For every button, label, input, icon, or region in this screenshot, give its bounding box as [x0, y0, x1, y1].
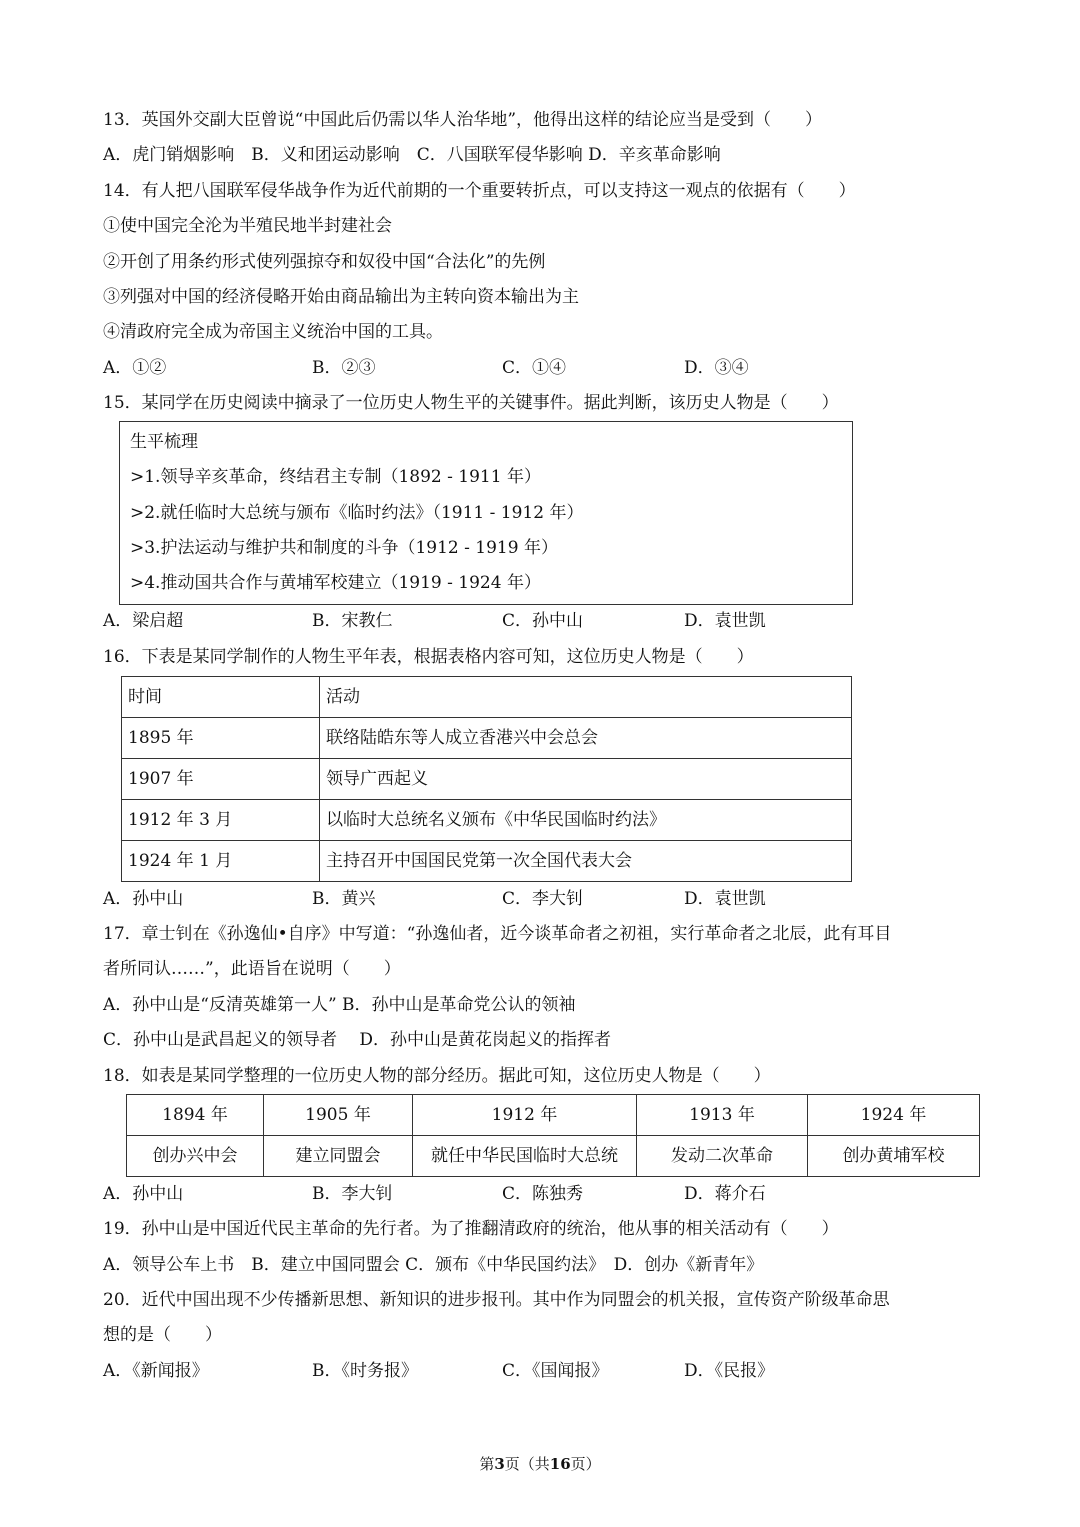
- q16-option-c: C．李大钊: [502, 889, 584, 909]
- table-row: [122, 800, 852, 841]
- q17-stem-cont: 者所同认……”，此语旨在说明（ ）: [103, 959, 401, 979]
- q20-option-d: D．《民报》: [684, 1361, 775, 1381]
- q13-options: A．虎门销烟影响 B．义和团运动影响 C．八国联军侵华影响 D．辛亥革命影响: [103, 145, 721, 165]
- q14-item: ①使中国完全沦为半殖民地半封建社会: [103, 216, 392, 236]
- table-cell: 领导广西起义: [320, 759, 852, 800]
- table-cell: 发动二次革命: [637, 1136, 808, 1177]
- page-footer: [0, 1452, 1080, 1476]
- q14-option-c: C．①④: [502, 358, 567, 378]
- q18-option-b: B．李大钊: [312, 1184, 393, 1204]
- table-row: [122, 759, 852, 800]
- table-cell: 联络陆皓东等人成立香港兴中会总会: [320, 718, 852, 759]
- q14-item: ④清政府完全成为帝国主义统治中国的工具。: [103, 322, 443, 342]
- q20-stem: 20．近代中国出现不少传播新思想、新知识的进步报刊。其中作为同盟会的机关报，宣传资产阶级革命思: [103, 1290, 890, 1310]
- q14-stem: 14．有人把八国联军侵华战争作为近代前期的一个重要转折点，可以支持这一观点的依据有（ ）: [103, 181, 856, 201]
- table-cell: 1912 年 3 月: [122, 800, 320, 841]
- table-cell: 1894 年: [127, 1095, 264, 1136]
- table-cell: 1905 年: [264, 1095, 413, 1136]
- q15-box-title: 生平梳理: [130, 432, 198, 452]
- q19-options: A．领导公车上书 B．建立中国同盟会 C．颁布《中华民国约法》 D．创办《新青年》: [103, 1255, 764, 1275]
- table-row: [122, 677, 852, 718]
- table-cell: 1895 年: [122, 718, 320, 759]
- q14-item: ③列强对中国的经济侵略开始由商品输出为主转向资本输出为主: [103, 287, 579, 307]
- q20-option-c: C．《国闻报》: [502, 1361, 609, 1381]
- q15-option-b: B．宋教仁: [312, 611, 393, 631]
- total-pages: 16: [549, 1455, 571, 1473]
- q20-option-b: B．《时务报》: [312, 1361, 418, 1381]
- q14-item: ②开创了用条约形式使列强掠夺和奴役中国“合法化”的先例: [103, 252, 546, 272]
- table-cell: 以临时大总统名义颁布《中华民国临时约法》: [320, 800, 852, 841]
- table-cell: 建立同盟会: [264, 1136, 413, 1177]
- table-row: [122, 841, 852, 882]
- q15-box-line: >3.护法运动与维护共和制度的斗争（1912 - 1919 年）: [130, 538, 558, 558]
- q15-summary-box: [119, 421, 853, 605]
- q16-stem: 16．下表是某同学制作的人物生平年表，根据表格内容可知，这位历史人物是（ ）: [103, 647, 754, 667]
- q15-option-c: C．孙中山: [502, 611, 584, 631]
- footer-prefix: 第: [479, 1455, 495, 1473]
- q19-stem: 19．孙中山是中国近代民主革命的先行者。为了推翻清政府的统治，他从事的相关活动有（ ）: [103, 1219, 839, 1239]
- q17-stem: 17．章士钊在《孙逸仙•自序》中写道：“孙逸仙者，近今谈革命者之初祖，实行革命者之北辰，此有耳目: [103, 924, 892, 944]
- table-cell: 1907 年: [122, 759, 320, 800]
- table-row: [122, 718, 852, 759]
- table-cell: 1912 年: [413, 1095, 637, 1136]
- table-row: [127, 1136, 980, 1177]
- q18-option-c: C．陈独秀: [502, 1184, 584, 1204]
- q14-option-b: B．②③: [312, 358, 376, 378]
- q18-table: [126, 1094, 980, 1177]
- q16-option-b: B．黄兴: [312, 889, 376, 909]
- table-cell: 创办兴中会: [127, 1136, 264, 1177]
- footer-suffix: 页）: [570, 1455, 601, 1473]
- q15-option-d: D．袁世凯: [684, 611, 766, 631]
- page-number: 3: [494, 1455, 505, 1473]
- q20-stem-cont: 想的是（ ）: [103, 1325, 222, 1345]
- table-cell: 主持召开中国国民党第一次全国代表大会: [320, 841, 852, 882]
- q17-options-ab: A．孙中山是“反清英雄第一人” B．孙中山是革命党公认的领袖: [103, 995, 576, 1015]
- q17-options-cd: C．孙中山是武昌起义的领导者 D．孙中山是黄花岗起义的指挥者: [103, 1030, 612, 1050]
- table-cell: 就任中华民国临时大总统: [413, 1136, 637, 1177]
- q14-option-a: A．①②: [103, 358, 167, 378]
- table-header-cell: 时间: [122, 677, 320, 718]
- q15-box-line: >4.推动国共合作与黄埔军校建立（1919 - 1924 年）: [130, 573, 541, 593]
- q16-table: [121, 676, 852, 882]
- q15-box-line: >1.领导辛亥革命，终结君主专制（1892 - 1911 年）: [130, 467, 541, 487]
- q15-stem: 15．某同学在历史阅读中摘录了一位历史人物生平的关键事件。据此判断，该历史人物是（ ）: [103, 393, 839, 413]
- q18-option-a: A．孙中山: [103, 1184, 184, 1204]
- table-header-cell: 活动: [320, 677, 852, 718]
- table-cell: 1924 年: [808, 1095, 980, 1136]
- q16-option-a: A．孙中山: [103, 889, 184, 909]
- q13-stem: 13．英国外交副大臣曾说“中国此后仍需以华人治华地”，他得出这样的结论应当是受到（ ）: [103, 110, 823, 130]
- q16-option-d: D．袁世凯: [684, 889, 766, 909]
- q20-option-a: A．《新闻报》: [103, 1361, 209, 1381]
- table-cell: 1913 年: [637, 1095, 808, 1136]
- table-cell: 创办黄埔军校: [808, 1136, 980, 1177]
- q14-option-d: D．③④: [684, 358, 749, 378]
- table-cell: 1924 年 1 月: [122, 841, 320, 882]
- footer-mid: 页（共: [504, 1455, 550, 1473]
- q18-option-d: D．蒋介石: [684, 1184, 766, 1204]
- table-row: [127, 1095, 980, 1136]
- q15-box-line: >2.就任临时大总统与颁布《临时约法》（1911 - 1912 年）: [130, 503, 584, 523]
- q15-option-a: A．梁启超: [103, 611, 184, 631]
- q18-stem: 18．如表是某同学整理的一位历史人物的部分经历。据此可知，这位历史人物是（ ）: [103, 1066, 771, 1086]
